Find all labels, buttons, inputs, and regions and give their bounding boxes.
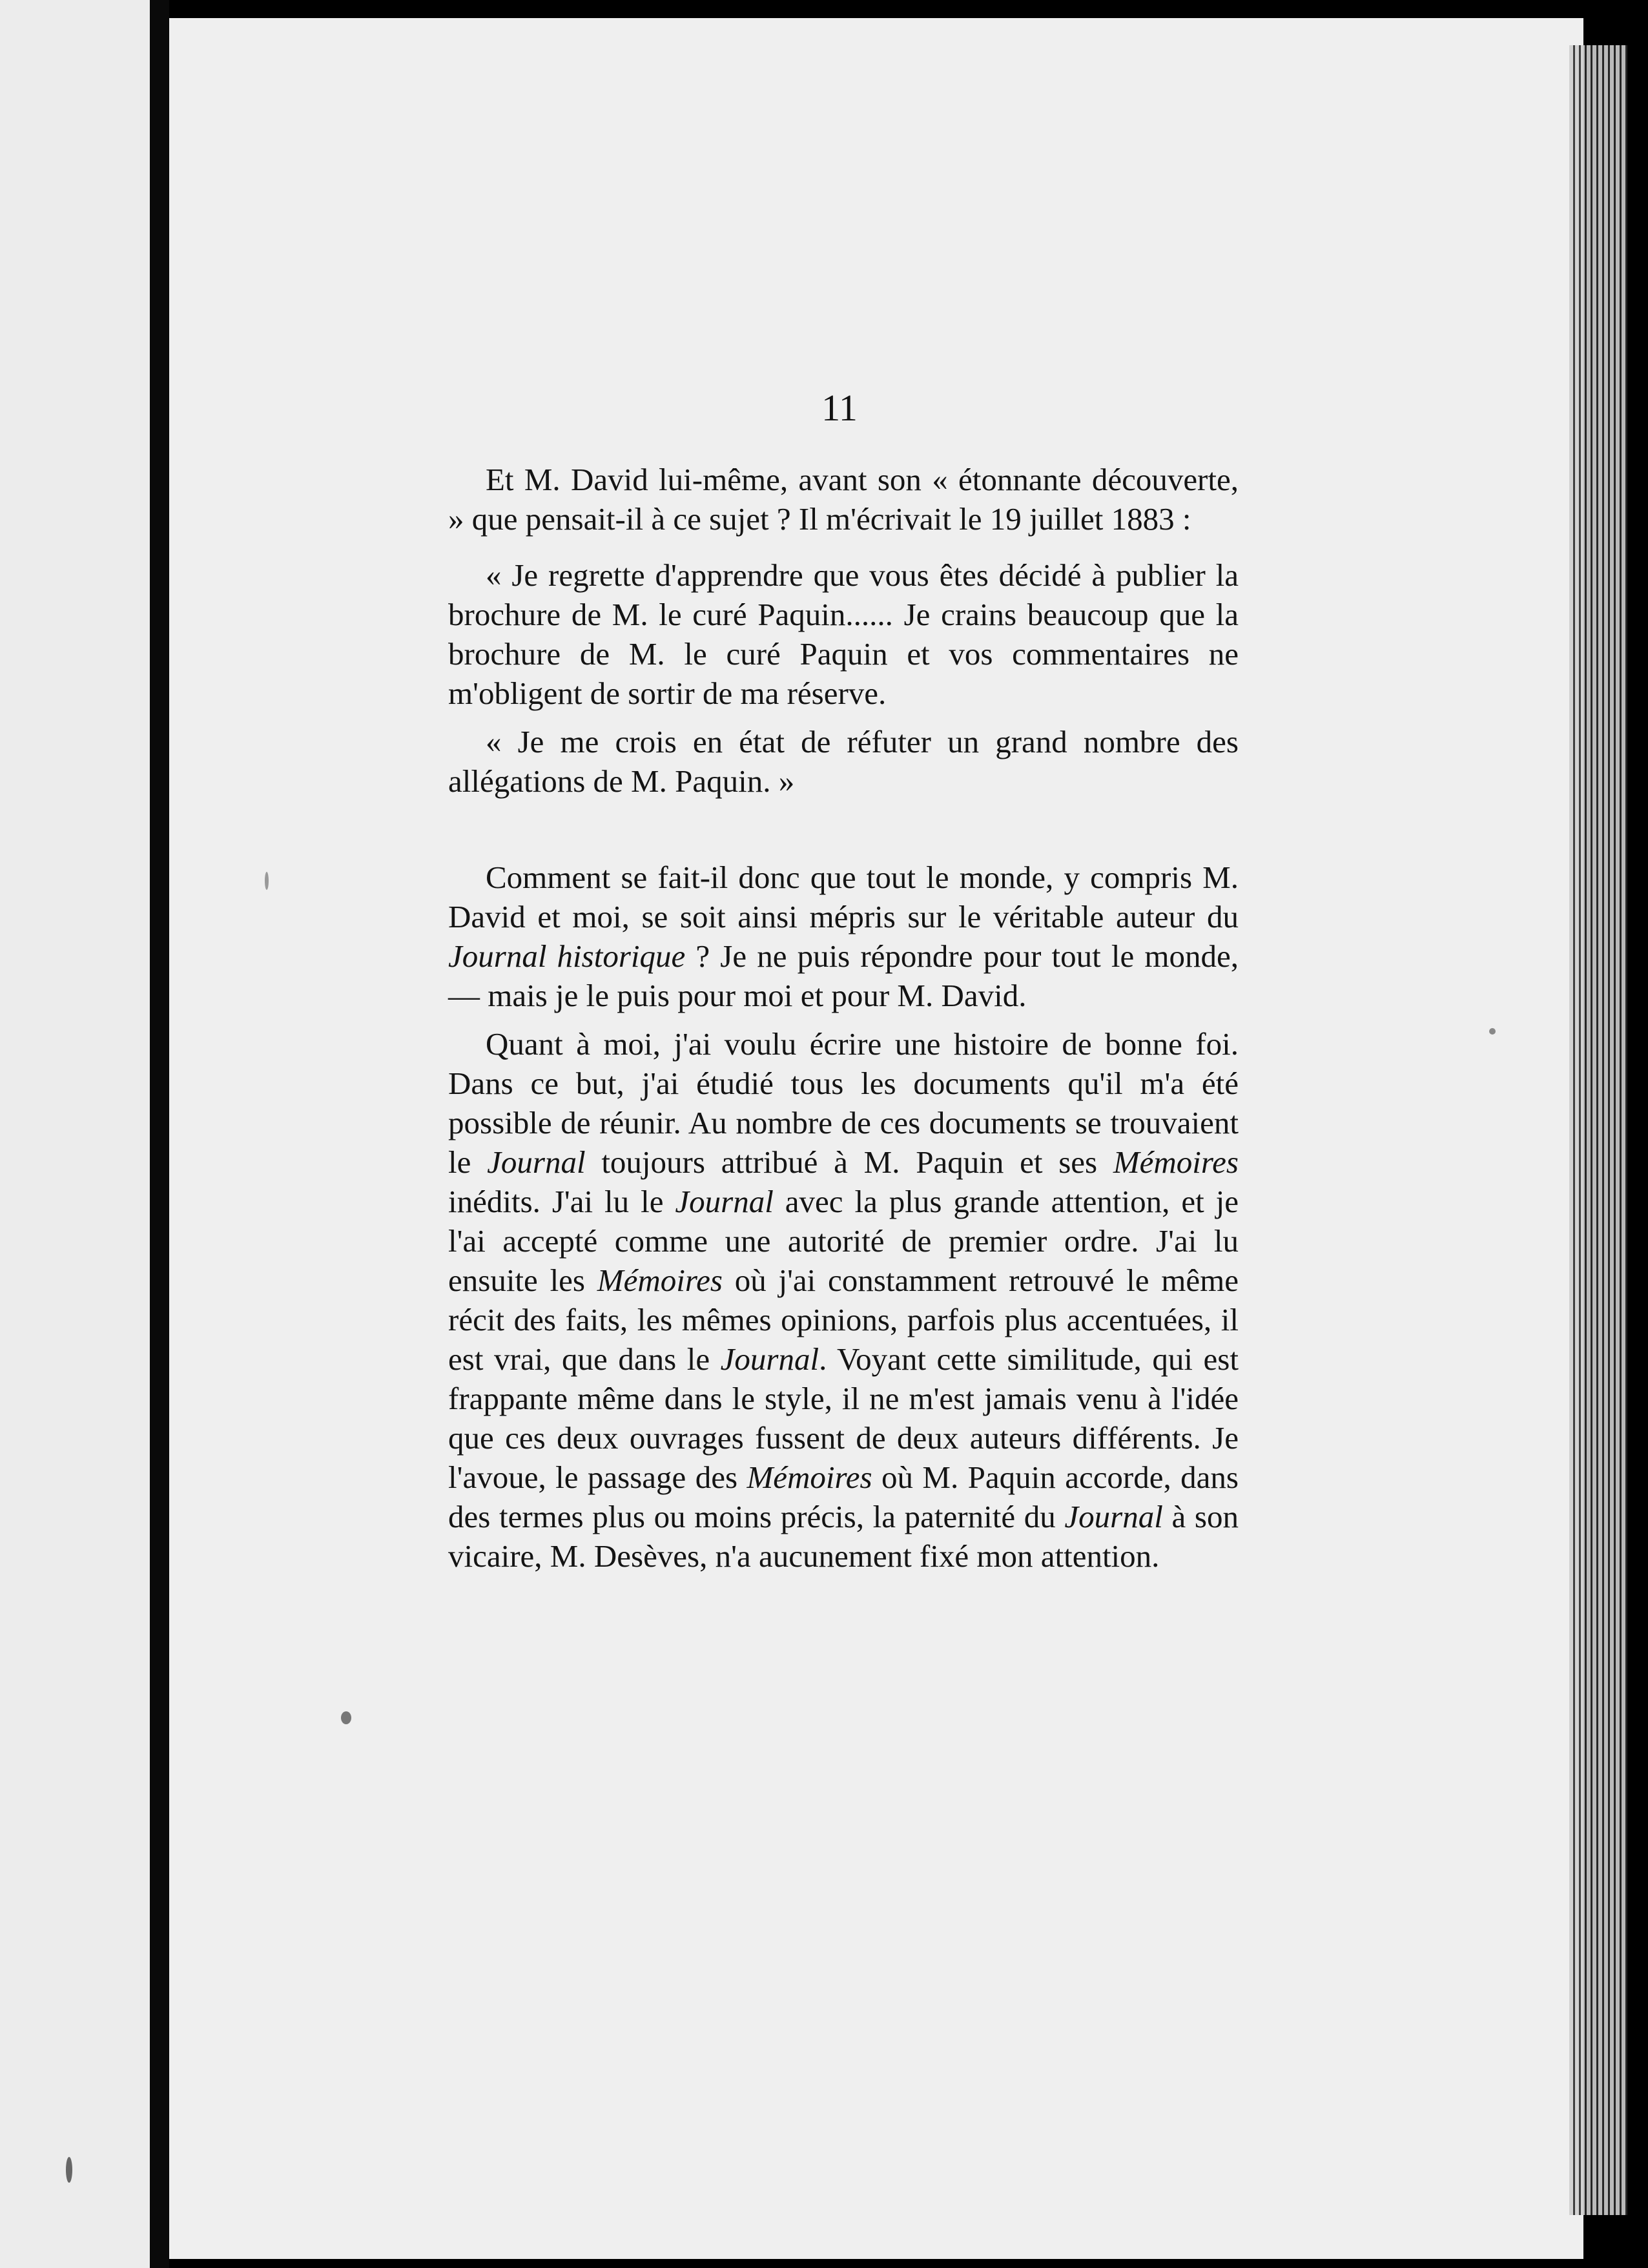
paragraph-text: ? Je ne puis répondre pour tout le monde, — mais je le puis pour moi et pour M. David. [448, 938, 1239, 1013]
italic-title: Mémoires [747, 1459, 872, 1495]
paragraph-text: Quant à moi, j'ai voulu écrire une histoire de bonne foi. Dans ce but, j'ai étudié tous les documents qu'il m'a été possible de réunir. Au nombre de ces documents se trouvaient le [448, 1026, 1239, 1180]
paper-speck [66, 2157, 72, 2183]
italic-title: Journal [1064, 1499, 1163, 1534]
paper-speck [341, 1711, 351, 1724]
quotation-second [448, 722, 1239, 801]
italic-title: Journal [675, 1184, 774, 1219]
paragraph-quant-a-moi [448, 1024, 1239, 1576]
book-gutter [150, 0, 169, 2268]
italic-title: Mémoires [597, 1263, 723, 1298]
paragraph-text: où j'ai constamment retrouvé le même récit des faits, les mêmes opinions, parfois plus accentuées, il est vrai, que dans le [448, 1263, 1239, 1377]
paragraph-comment [448, 858, 1239, 1015]
paragraph-text: où M. Paquin accorde, dans des termes plus ou moins précis, la paternité du [448, 1459, 1239, 1534]
facing-page-edge [0, 0, 150, 2268]
paragraph-text: Et M. David lui-même, avant son « étonnante découverte, » que pensait-il à ce sujet ? Il m'écrivait le 19 juillet 1883 : [448, 462, 1239, 537]
italic-title: Journal [487, 1144, 586, 1180]
page-body [448, 460, 1239, 1576]
paragraph-text: inédits. J'ai lu le [448, 1184, 675, 1219]
italic-title: Journal historique [448, 938, 686, 974]
quotation-text: « Je regrette d'apprendre que vous êtes décidé à publier la brochure de M. le curé Paquin...... Je crains beaucoup que la brochure de M. le curé Paquin et vos commentaires ne m'obligent de sortir de ma réserve. [448, 557, 1239, 711]
quotation-text: « Je me crois en état de réfuter un grand nombre des allégations de M. Paquin. » [448, 724, 1239, 799]
page-number: 11 [821, 387, 858, 429]
italic-title: Journal [720, 1341, 819, 1377]
paragraph-text: toujours attribué à M. Paquin et ses [585, 1144, 1113, 1180]
italic-title: Mémoires [1113, 1144, 1239, 1180]
paragraph-intro [448, 460, 1239, 539]
paper-speck [265, 872, 269, 890]
quotation-first [448, 555, 1239, 713]
paragraph-text: à son vicaire, M. Desèves, n'a aucunement fixé mon attention. [448, 1499, 1239, 1574]
paragraph-text: Comment se fait-il donc que tout le monde, y compris M. David et moi, se soit ainsi mépris sur le véritable auteur du [448, 860, 1239, 934]
paragraph-text: . Voyant cette similitude, qui est frappante même dans le style, il ne m'est jamais venu à l'idée que ces deux ouvrages fussent de deux auteurs différents. Je l'avoue, le passage des [448, 1341, 1239, 1495]
page-edges [1569, 45, 1627, 2215]
paper-speck [1489, 1028, 1496, 1035]
paragraph-text: avec la plus grande attention, et je l'ai accepté comme une autorité de premier ordre. J'ai lu ensuite les [448, 1184, 1239, 1298]
